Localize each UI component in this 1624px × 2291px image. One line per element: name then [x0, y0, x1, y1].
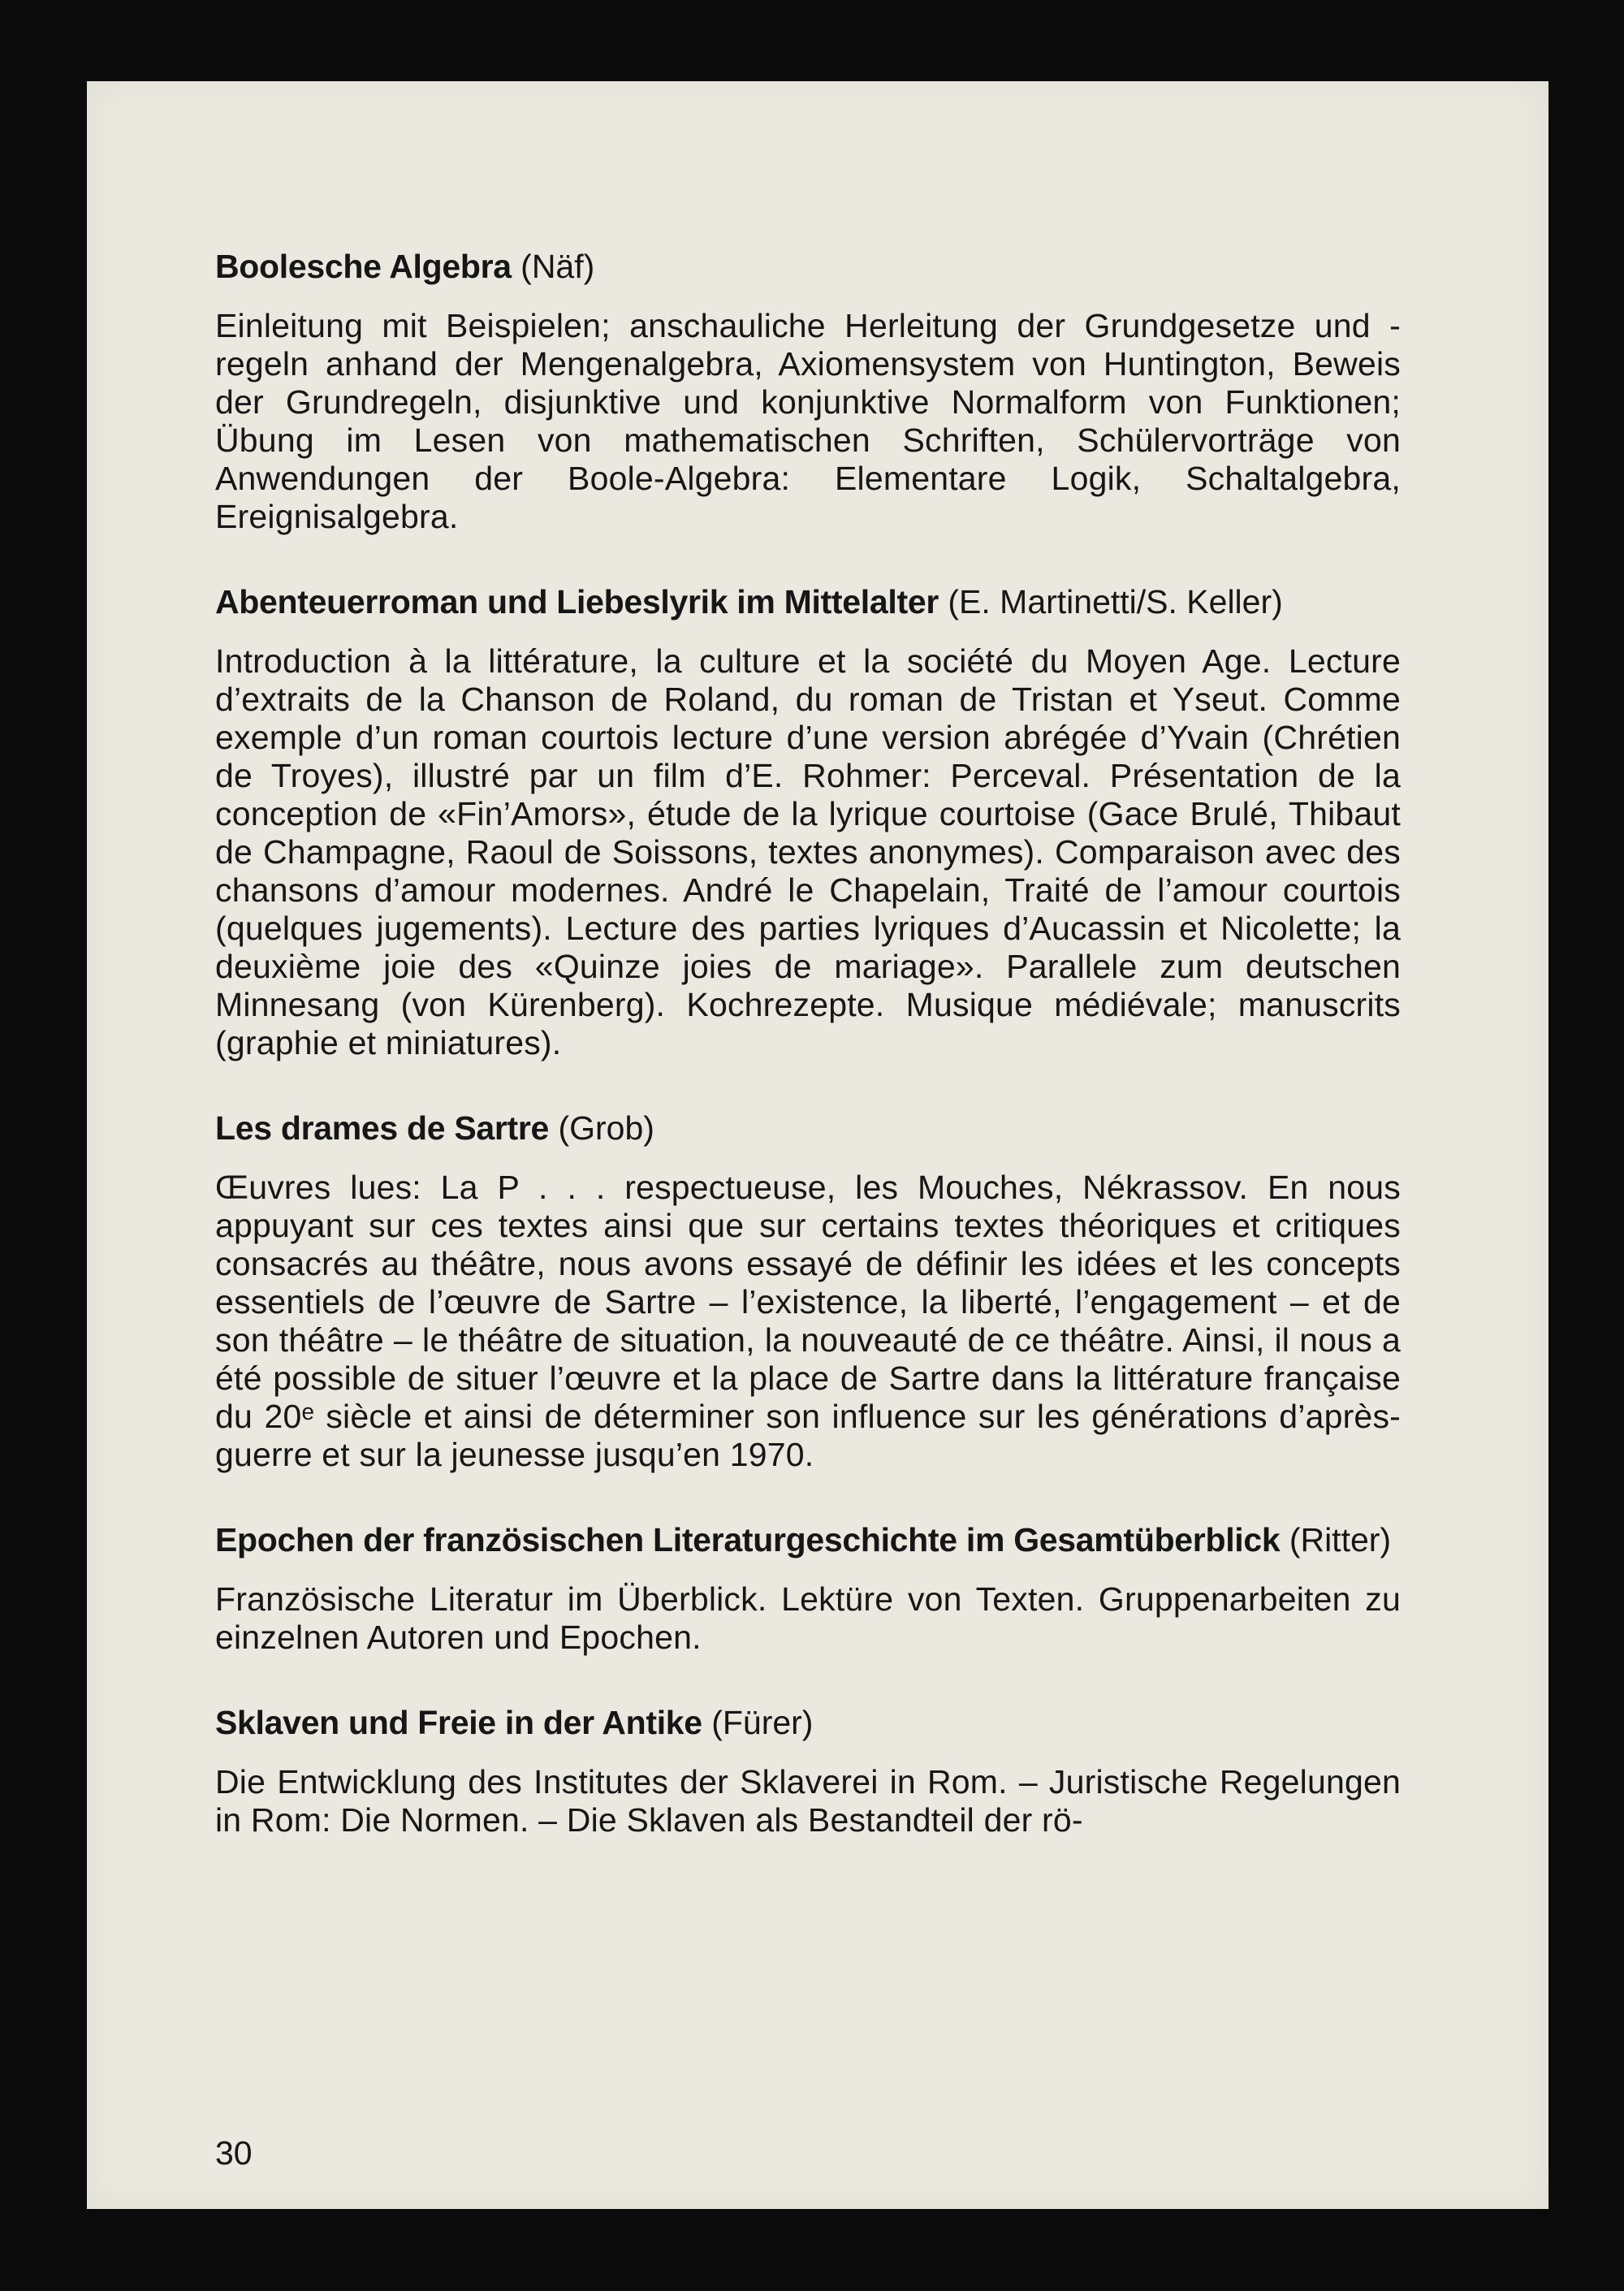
document-page — [87, 81, 1548, 2209]
section-author: (Fürer) — [711, 1704, 814, 1741]
section-author: (Näf) — [520, 248, 595, 285]
section-body: Introduction à la littérature, la culture et la société du Moyen Age. Lecture d’extraits de la Chanson de Roland, du roman de Tristan et Yseut. Comme exemple d’un roman courtois lecture d’une version abrégée d’Yvain (Chrétien de Troyes), illustré par un film d’E. Rohmer: Perceval. Présentation de la conception de «Fin’Amors», étude de la lyrique courtoise (Gace Brulé, Thibaut de Champagne, Raoul de Soissons, textes anonymes). Comparaison avec des chansons d’amour modernes. André le Chapelain, Traité de l’amour courtois (quelques jugements). Lecture des parties lyriques d’Aucassin et Nicolette; la deuxième joie des «Quinze joies de mariage». Parallele zum deutschen Minnesang (von Kürenberg). Kochrezepte. Musique médiévale; manuscrits (graphie et miniatures). — [215, 642, 1401, 1061]
section-boolesche-algebra — [215, 248, 1401, 536]
section-title: Boolesche Algebra — [215, 248, 512, 285]
section-body: Die Entwicklung des Institutes der Sklaverei in Rom. – Juristische Regelungen in Rom: Die Normen. – Die Sklaven als Bestandteil der rö- — [215, 1763, 1401, 1839]
section-title: Epochen der französischen Literaturgeschichte im Gesamtüberblick — [215, 1521, 1281, 1558]
section-body: Einleitung mit Beispielen; anschauliche Herleitung der Grundgesetze und -regeln anhand der Mengenalgebra, Axiomensystem von Huntington, Beweis der Grundregeln, disjunktive und konjunktive Normalform von Funktionen; Übung im Lesen von mathematischen Schriften, Schülervorträge von Anwendungen der Boole-Algebra: Elementare Logik, Schaltalgebra, Ereignisalgebra. — [215, 307, 1401, 535]
section-author: (Ritter) — [1289, 1521, 1392, 1558]
page-content — [215, 248, 1401, 1887]
section-author: (Grob) — [558, 1109, 654, 1147]
page-number: 30 — [215, 2134, 253, 2172]
section-epochen — [215, 1521, 1401, 1657]
section-author: (E. Martinetti/S. Keller) — [948, 583, 1283, 620]
section-body: Œuvres lues: La P . . . respectueuse, les Mouches, Nékrassov. En nous appuyant sur ces textes ainsi que sur certains textes théoriques et critiques consacrés au théâtre, nous avons essayé de définir les idées et les concepts essentiels de l’œuvre de Sartre – l’existence, la liberté, l’engagement – et de son théâtre – le théâtre de situation, la nouveauté de ce théâtre. Ainsi, il nous a été possible de situer l’œuvre et la place de Sartre dans la littérature française du 20ᵉ siècle et ainsi de déterminer son influence sur les générations d’après- guerre et sur la jeunesse jusqu’en 1970. — [215, 1169, 1401, 1473]
section-drames-de-sartre — [215, 1109, 1401, 1474]
section-abenteuerroman — [215, 583, 1401, 1062]
section-title: Sklaven und Freie in der Antike — [215, 1704, 702, 1741]
section-sklaven-und-freie — [215, 1704, 1401, 1839]
section-title: Les drames de Sartre — [215, 1109, 550, 1147]
section-heading — [215, 248, 1401, 286]
section-heading — [215, 1109, 1401, 1148]
section-heading — [215, 583, 1401, 621]
section-title: Abenteuerroman und Liebeslyrik im Mittelalter — [215, 583, 939, 620]
section-heading — [215, 1704, 1401, 1742]
section-heading — [215, 1521, 1401, 1559]
section-body: Französische Literatur im Überblick. Lektüre von Texten. Gruppenarbeiten zu einzelnen Autoren und Epochen. — [215, 1580, 1401, 1656]
